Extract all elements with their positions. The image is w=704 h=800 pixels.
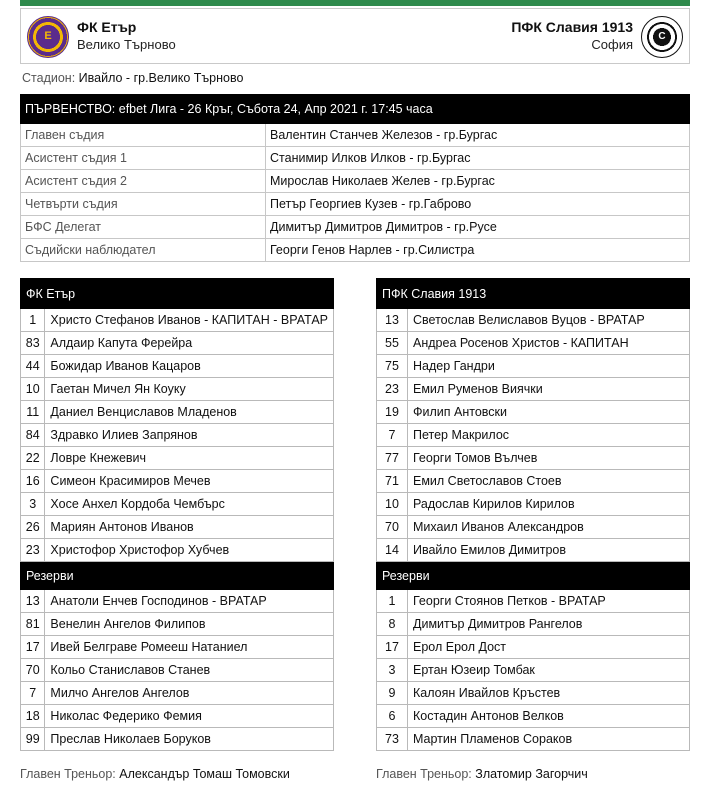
home-lineup-title: ФК Етър bbox=[21, 279, 334, 309]
player-row bbox=[377, 682, 690, 705]
player-number: 7 bbox=[377, 424, 408, 447]
official-name: Георги Генов Нарлев - гр.Силистра bbox=[266, 239, 690, 262]
player-name[interactable]: Гаетан Мичел Ян Коуку bbox=[45, 378, 334, 401]
player-name[interactable]: Анатоли Енчев Господинов - ВРАТАР bbox=[45, 590, 334, 613]
away-coach-name: Златомир Загорчич bbox=[475, 767, 588, 781]
player-name[interactable]: Радослав Кирилов Кирилов bbox=[408, 493, 690, 516]
player-number: 55 bbox=[377, 332, 408, 355]
official-role: Четвърти съдия bbox=[21, 193, 266, 216]
player-number: 84 bbox=[21, 424, 45, 447]
player-number: 14 bbox=[377, 539, 408, 562]
player-row bbox=[21, 682, 334, 705]
player-number: 77 bbox=[377, 447, 408, 470]
player-number: 23 bbox=[21, 539, 45, 562]
official-row bbox=[21, 170, 690, 193]
home-team-city: Велико Търново bbox=[77, 37, 176, 52]
official-name: Станимир Илков Илков - гр.Бургас bbox=[266, 147, 690, 170]
player-name[interactable]: Ивей Белграве Ромееш Натаниел bbox=[45, 636, 334, 659]
player-name[interactable]: Мариян Антонов Иванов bbox=[45, 516, 334, 539]
player-number: 19 bbox=[377, 401, 408, 424]
player-number: 3 bbox=[21, 493, 45, 516]
player-row bbox=[377, 493, 690, 516]
player-number: 81 bbox=[21, 613, 45, 636]
home-coach-label: Главен Треньор: bbox=[20, 767, 116, 781]
player-number: 17 bbox=[377, 636, 408, 659]
away-lineup-title: ПФК Славия 1913 bbox=[377, 279, 690, 309]
player-number: 6 bbox=[377, 705, 408, 728]
stadium-label: Стадион: bbox=[22, 71, 76, 85]
player-number: 71 bbox=[377, 470, 408, 493]
player-name[interactable]: Петер Макрилос bbox=[408, 424, 690, 447]
home-coach-line bbox=[20, 766, 290, 782]
player-number: 44 bbox=[21, 355, 45, 378]
official-role: Съдийски наблюдател bbox=[21, 239, 266, 262]
official-name: Димитър Димитров Димитров - гр.Русе bbox=[266, 216, 690, 239]
player-row bbox=[21, 355, 334, 378]
player-name[interactable]: Хосе Анхел Кордоба Чембърс bbox=[45, 493, 334, 516]
player-number: 10 bbox=[21, 378, 45, 401]
player-number: 17 bbox=[21, 636, 45, 659]
player-name[interactable]: Николас Федерико Фемия bbox=[45, 705, 334, 728]
player-row bbox=[21, 447, 334, 470]
match-info-row bbox=[21, 95, 690, 124]
official-row bbox=[21, 147, 690, 170]
player-name[interactable]: Емил Руменов Виячки bbox=[408, 378, 690, 401]
player-name[interactable]: Мартин Пламенов Сораков bbox=[408, 728, 690, 751]
player-row bbox=[21, 378, 334, 401]
player-name[interactable]: Андреа Росенов Христов - КАПИТАН bbox=[408, 332, 690, 355]
player-row bbox=[21, 728, 334, 751]
player-row bbox=[21, 613, 334, 636]
player-row bbox=[21, 516, 334, 539]
player-row bbox=[377, 401, 690, 424]
match-info: ПЪРВЕНСТВО: efbet Лига - 26 Кръг, Събота 24, Апр 2021 г. 17:45 часа bbox=[21, 95, 690, 124]
player-row bbox=[377, 378, 690, 401]
player-number: 99 bbox=[21, 728, 45, 751]
player-row bbox=[377, 590, 690, 613]
official-role: Главен съдия bbox=[21, 124, 266, 147]
player-row bbox=[377, 728, 690, 751]
player-number: 3 bbox=[377, 659, 408, 682]
player-name[interactable]: Божидар Иванов Кацаров bbox=[45, 355, 334, 378]
away-team-logo: С bbox=[641, 16, 683, 58]
player-name[interactable]: Ертан Юзеир Томбак bbox=[408, 659, 690, 682]
official-row bbox=[21, 216, 690, 239]
officials-table bbox=[20, 94, 690, 262]
player-row bbox=[377, 636, 690, 659]
player-number: 1 bbox=[21, 309, 45, 332]
official-row bbox=[21, 239, 690, 262]
player-name[interactable]: Здравко Илиев Запрянов bbox=[45, 424, 334, 447]
player-row bbox=[21, 401, 334, 424]
player-name[interactable]: Христофор Христофор Хубчев bbox=[45, 539, 334, 562]
player-name[interactable]: Ивайло Емилов Димитров bbox=[408, 539, 690, 562]
player-row bbox=[21, 590, 334, 613]
home-coach-name: Александър Томаш Томовски bbox=[119, 767, 290, 781]
home-reserves-title: Резерви bbox=[21, 562, 334, 590]
player-row bbox=[21, 470, 334, 493]
player-name[interactable]: Симеон Красимиров Мечев bbox=[45, 470, 334, 493]
away-coach-line bbox=[376, 766, 588, 782]
away-lineup-header bbox=[377, 279, 690, 309]
stadium-value: Ивайло - гр.Велико Търново bbox=[78, 71, 244, 85]
player-number: 13 bbox=[21, 590, 45, 613]
player-number: 11 bbox=[21, 401, 45, 424]
player-name[interactable]: Костадин Антонов Велков bbox=[408, 705, 690, 728]
player-name[interactable]: Георги Томов Вълчев bbox=[408, 447, 690, 470]
player-name[interactable]: Емил Светославов Стоев bbox=[408, 470, 690, 493]
match-header bbox=[20, 8, 690, 64]
player-number: 75 bbox=[377, 355, 408, 378]
player-row bbox=[21, 636, 334, 659]
player-row bbox=[377, 355, 690, 378]
player-number: 70 bbox=[377, 516, 408, 539]
official-role: Асистент съдия 1 bbox=[21, 147, 266, 170]
player-name[interactable]: Даниел Венциславов Младенов bbox=[45, 401, 334, 424]
player-name[interactable]: Калоян Ивайлов Кръстев bbox=[408, 682, 690, 705]
player-row bbox=[377, 424, 690, 447]
away-team-block bbox=[511, 19, 633, 53]
player-number: 10 bbox=[377, 493, 408, 516]
away-team-city: София bbox=[591, 37, 633, 52]
player-row bbox=[21, 659, 334, 682]
home-team-name[interactable]: ФК Етър bbox=[77, 19, 137, 35]
away-team-name[interactable]: ПФК Славия 1913 bbox=[511, 19, 633, 35]
official-name: Мирослав Николаев Желев - гр.Бургас bbox=[266, 170, 690, 193]
player-row bbox=[21, 309, 334, 332]
player-row bbox=[377, 332, 690, 355]
player-name[interactable]: Ерол Ерол Дост bbox=[408, 636, 690, 659]
player-name[interactable]: Светослав Велиславов Вуцов - ВРАТАР bbox=[408, 309, 690, 332]
official-role: Асистент съдия 2 bbox=[21, 170, 266, 193]
player-name[interactable]: Надер Гандри bbox=[408, 355, 690, 378]
home-reserves-header bbox=[21, 562, 334, 590]
player-row bbox=[377, 705, 690, 728]
player-name[interactable]: Кольо Станиславов Станев bbox=[45, 659, 334, 682]
stadium-line bbox=[22, 70, 243, 86]
player-row bbox=[377, 447, 690, 470]
official-name: Петър Георгиев Кузев - гр.Габрово bbox=[266, 193, 690, 216]
player-name[interactable]: Милчо Ангелов Ангелов bbox=[45, 682, 334, 705]
player-number: 8 bbox=[377, 613, 408, 636]
player-row bbox=[377, 516, 690, 539]
away-lineup-table bbox=[376, 278, 690, 751]
away-reserves-header bbox=[377, 562, 690, 590]
player-name[interactable]: Ловре Кнежевич bbox=[45, 447, 334, 470]
player-number: 73 bbox=[377, 728, 408, 751]
player-row bbox=[377, 659, 690, 682]
away-reserves-title: Резерви bbox=[377, 562, 690, 590]
official-role: БФС Делегат bbox=[21, 216, 266, 239]
player-number: 16 bbox=[21, 470, 45, 493]
player-number: 26 bbox=[21, 516, 45, 539]
home-lineup-header bbox=[21, 279, 334, 309]
player-name[interactable]: Филип Антовски bbox=[408, 401, 690, 424]
official-name: Валентин Станчев Железов - гр.Бургас bbox=[266, 124, 690, 147]
player-row bbox=[21, 493, 334, 516]
player-name[interactable]: Михаил Иванов Александров bbox=[408, 516, 690, 539]
player-row bbox=[21, 705, 334, 728]
player-number: 83 bbox=[21, 332, 45, 355]
home-team-logo: Е bbox=[27, 16, 69, 58]
player-number: 23 bbox=[377, 378, 408, 401]
player-number: 7 bbox=[21, 682, 45, 705]
player-row bbox=[21, 424, 334, 447]
player-name[interactable]: Венелин Ангелов Филипов bbox=[45, 613, 334, 636]
player-number: 1 bbox=[377, 590, 408, 613]
player-number: 70 bbox=[21, 659, 45, 682]
player-name[interactable]: Алдаир Капута Ферейра bbox=[45, 332, 334, 355]
player-row bbox=[377, 309, 690, 332]
player-number: 18 bbox=[21, 705, 45, 728]
player-name[interactable]: Христо Стефанов Иванов - КАПИТАН - ВРАТАР bbox=[45, 309, 334, 332]
home-lineup-table bbox=[20, 278, 334, 751]
player-number: 22 bbox=[21, 447, 45, 470]
player-row bbox=[21, 539, 334, 562]
player-row bbox=[377, 470, 690, 493]
official-row bbox=[21, 193, 690, 216]
player-row bbox=[377, 539, 690, 562]
top-accent-bar bbox=[20, 0, 690, 6]
home-team-block bbox=[77, 19, 176, 53]
player-number: 9 bbox=[377, 682, 408, 705]
player-row bbox=[21, 332, 334, 355]
player-name[interactable]: Димитър Димитров Рангелов bbox=[408, 613, 690, 636]
player-number: 13 bbox=[377, 309, 408, 332]
away-coach-label: Главен Треньор: bbox=[376, 767, 472, 781]
player-name[interactable]: Преслав Николаев Боруков bbox=[45, 728, 334, 751]
player-row bbox=[377, 613, 690, 636]
official-row bbox=[21, 124, 690, 147]
player-name[interactable]: Георги Стоянов Петков - ВРАТАР bbox=[408, 590, 690, 613]
